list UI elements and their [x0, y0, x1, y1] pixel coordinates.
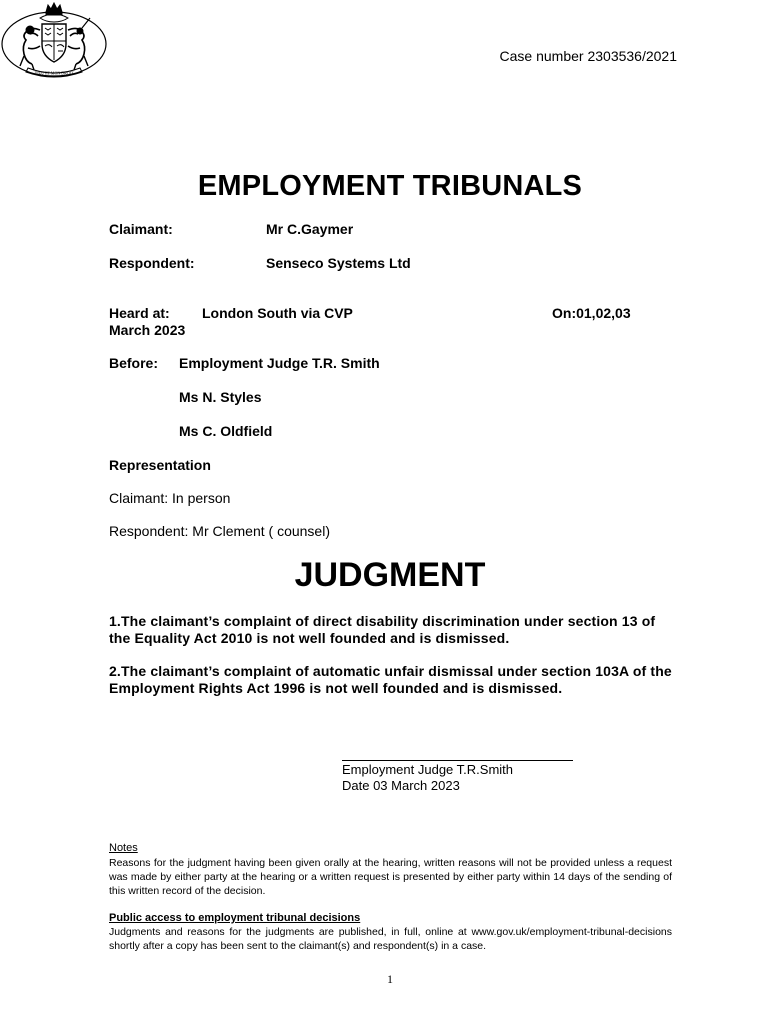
public-access-text: Judgments and reasons for the judgments are published, in full, online at www.gov.uk/employment-tribunal-decisions shortly after a copy has been sent to the claimant(s) and respondent(s) in a case.: [109, 926, 672, 952]
heard-at-value: London South via CVP: [202, 305, 353, 321]
panel-member: Ms N. Styles: [179, 389, 262, 405]
page-title: EMPLOYMENT TRIBUNALS: [197, 170, 583, 202]
notes-text: Reasons for the judgment having been given orally at the hearing, written reasons will not be provided unless a request was made by either party at the hearing or a written request is presented by either party within 14 days of the sending of this written record of the decision.: [109, 857, 672, 897]
judgment-paragraph: 1.The claimant’s complaint of direct disability discrimination under section 13 of the Equality Act 2010 is not well founded and is dismissed.: [109, 613, 656, 646]
panel-member: Employment Judge T.R. Smith: [179, 355, 380, 371]
public-access-heading: Public access to employment tribunal decisions: [109, 912, 361, 924]
respondent-label: Respondent:: [109, 255, 195, 271]
judgment-paragraph: 2.The claimant’s complaint of automatic unfair dismissal under section 103A of the Employment Rights Act 1996 is not well founded and is dismissed.: [109, 663, 672, 696]
claimant-representation: Claimant: In person: [109, 490, 231, 506]
representation-heading: Representation: [109, 457, 211, 473]
signature-date: Date 03 March 2023: [342, 778, 460, 793]
respondent-value: Senseco Systems Ltd: [266, 255, 411, 271]
respondent-representation: Respondent: Mr Clement ( counsel): [109, 523, 330, 539]
claimant-label: Claimant:: [109, 221, 173, 237]
page-number: 1: [387, 972, 393, 986]
hearing-dates-continuation: March 2023: [109, 322, 186, 338]
before-label: Before:: [109, 355, 159, 371]
panel-member: Ms C. Oldfield: [179, 423, 273, 439]
hearing-dates: On:01,02,03: [552, 305, 631, 321]
judgment-heading: JUDGMENT: [294, 556, 486, 594]
claimant-value: Mr C.Gaymer: [266, 221, 354, 237]
heard-at-label: Heard at:: [109, 305, 170, 321]
signature-line: [342, 760, 573, 761]
notes-heading: Notes: [109, 842, 138, 854]
crest-motto: DIEU ET MON DROIT: [34, 70, 74, 76]
case-number: Case number 2303536/2021: [499, 48, 677, 64]
signature-name: Employment Judge T.R.Smith: [342, 762, 513, 777]
royal-coat-of-arms-icon: [0, 0, 108, 80]
